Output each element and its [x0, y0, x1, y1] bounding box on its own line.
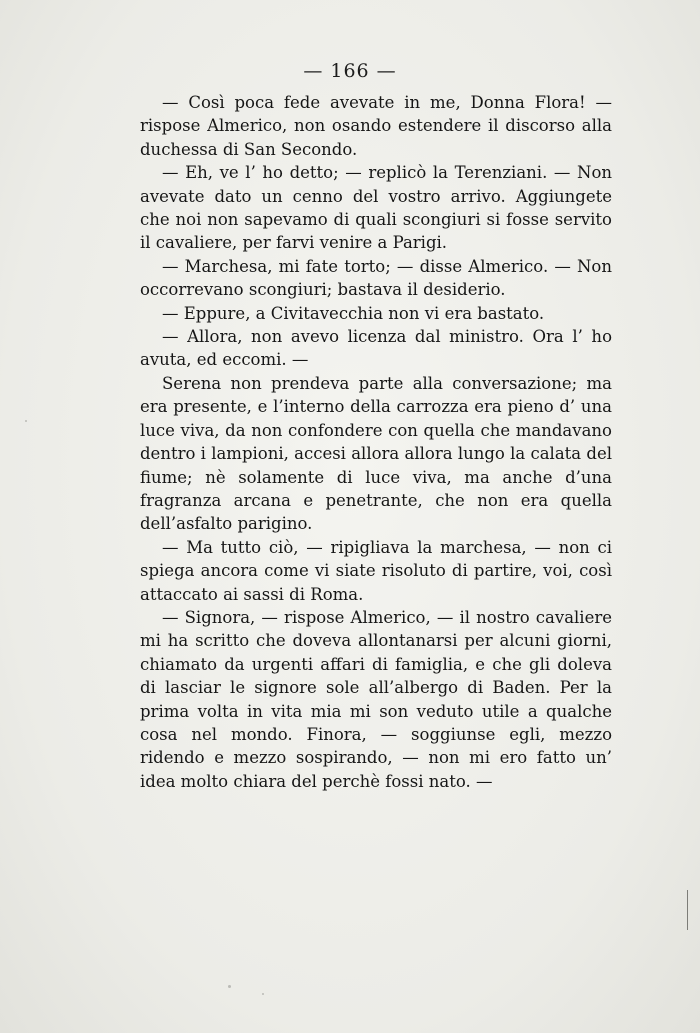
paragraph: — Così poca fede avevate in me, Donna Flora! — rispose Almerico, non osando estendere il discorso alla duchessa di San Secondo. — [140, 93, 612, 159]
paragraph: Serena non prendeva parte alla conversazione; ma era presente, e l’interno della carrozza era pieno d’ una luce viva, da non confondere con quella che mandavano dentro i lampioni, accesi allora allora lungo la calata del fiume; nè solamente di luce viva, ma anche d’una fragranza arcana e penetrante, che non era quella dell’asfalto parigino. — [140, 373, 612, 534]
page-number: — 166 — — [303, 60, 397, 82]
paragraph: — Eh, ve l’ ho detto; — replicò la Terenziani. — Non avevate dato un cenno del vostro arrivo. Aggiungete che noi non sapevamo di quali scongiuri si fosse servito il cavaliere, per farvi venire a Parigi. — [140, 163, 612, 253]
scan-speck — [228, 985, 231, 988]
paragraph: — Eppure, a Civitavecchia non vi era bastato. — [162, 303, 545, 323]
page-edge-mark — [687, 890, 688, 930]
paragraph: — Signora, — rispose Almerico, — il nostro cavaliere mi ha scritto che doveva allontanarsi per alcuni giorni, chiamato da urgenti affari di famiglia, e che gli doleva di lasciar le signore sole all’albergo di Baden. Per la prima volta in vita mia mi son veduto utile a qualche cosa nel mondo. Finora, — soggiunse egli, mezzo ridendo e mezzo sospirando, — non mi ero fatto un’ idea molto chiara del perchè fossi nato. — — [140, 607, 612, 791]
paragraph: — Ma tutto ciò, — ripigliava la marchesa, — non ci spiega ancora come vi siate risoluto di partire, voi, così attaccato ai sassi di Roma. — [140, 537, 612, 604]
body-text — [140, 91, 612, 793]
paragraph: — Marchesa, mi fate torto; — disse Almerico. — Non occorrevano scongiuri; bastava il desiderio. — [140, 256, 612, 300]
paragraph: — Allora, non avevo licenza dal ministro. Ora l’ ho avuta, ed eccomi. — — [140, 327, 612, 370]
scan-speck — [25, 420, 27, 422]
scan-speck — [262, 993, 264, 995]
